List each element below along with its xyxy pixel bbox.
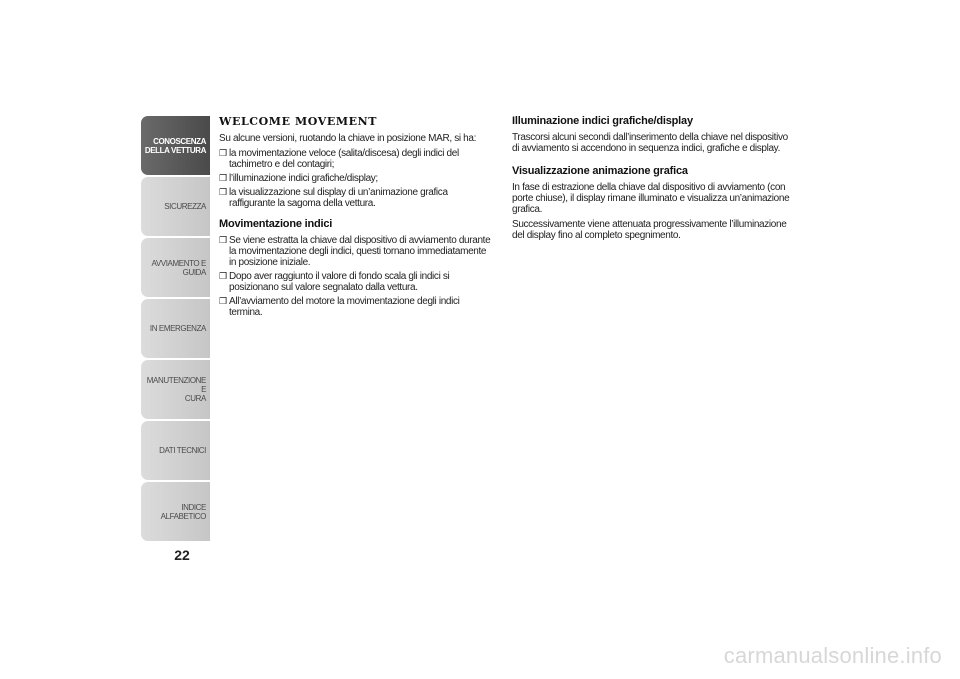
checkbox-bullet-icon: ❒ [219,173,227,183]
checkbox-bullet-icon: ❒ [219,148,227,158]
tab-indice-alfabetico[interactable]: INDICE ALFABETICO [141,482,210,541]
list-item-text: Se viene estratta la chiave dal dispositivo di avviamento durante la movimentazione degli indici, questi tornano immediatamente in posizione iniziale. [229,235,491,268]
feature-list [219,148,491,209]
list-item-text: la visualizzazione sul display di un’animazione grafica raffigurante la sagoma della vettura. [229,187,448,209]
list-item [219,296,491,318]
checkbox-bullet-icon: ❒ [219,187,227,197]
tab-manutenzione-e-cura[interactable]: MANUTENZIONE E CURA [141,360,210,419]
checkbox-bullet-icon: ❒ [219,296,227,306]
tab-avviamento-e-guida[interactable]: AVVIAMENTO E GUIDA [141,238,210,297]
list-item [219,187,491,209]
page-number: 22 [174,547,190,563]
tab-sicurezza[interactable]: SICUREZZA [141,177,210,236]
list-item [219,271,491,293]
list-item [219,173,491,184]
left-column [219,116,491,328]
watermark-text: carmanualsonline.info [723,643,942,668]
heading-illuminazione: Illuminazione indici grafiche/display [512,115,693,127]
right-column [512,116,792,245]
checkbox-bullet-icon: ❒ [219,271,227,281]
checkbox-bullet-icon: ❒ [219,235,227,245]
tab-dati-tecnici[interactable]: DATI TECNICI [141,421,210,480]
subheading-movimentazione: Movimentazione indici [219,218,333,230]
paragraph-illuminazione: Trascorsi alcuni secondi dall’inserimento della chiave nel dispositivo di avviamento si accendono in sequenza indici, grafiche e display. [512,132,788,154]
tab-conoscenza-della-vettura[interactable]: CONOSCENZA DELLA VETTURA [141,116,210,175]
section-title: WELCOME MOVEMENT [219,115,378,128]
tab-in-emergenza[interactable]: IN EMERGENZA [141,299,210,358]
list-item-text: Dopo aver raggiunto il valore di fondo scala gli indici si posizionano sul valore segnalato dalla vettura. [229,271,450,293]
intro-text: Su alcune versioni, ruotando la chiave in posizione MAR, si ha: [219,133,476,144]
list-item-text: l’illuminazione indici grafiche/display; [229,173,378,184]
paragraph-animazione: In fase di estrazione della chiave dal dispositivo di avviamento (con porte chiuse), il display rimane illuminato e visualizza un’animazione grafica. [512,182,790,215]
list-item-text: All’avviamento del motore la movimentazione degli indici termina. [229,296,460,318]
list-item-text: la movimentazione veloce (salita/discesa) degli indici del tachimetro e del contagiri; [229,148,459,170]
movement-list [219,235,491,318]
paragraph-spegnimento: Successivamente viene attenuata progressivamente l’illuminazione del display fino al completo spegnimento. [512,219,787,241]
chapter-sidebar [141,116,210,543]
list-item [219,235,491,268]
heading-animazione: Visualizzazione animazione grafica [512,165,688,177]
list-item [219,148,491,170]
